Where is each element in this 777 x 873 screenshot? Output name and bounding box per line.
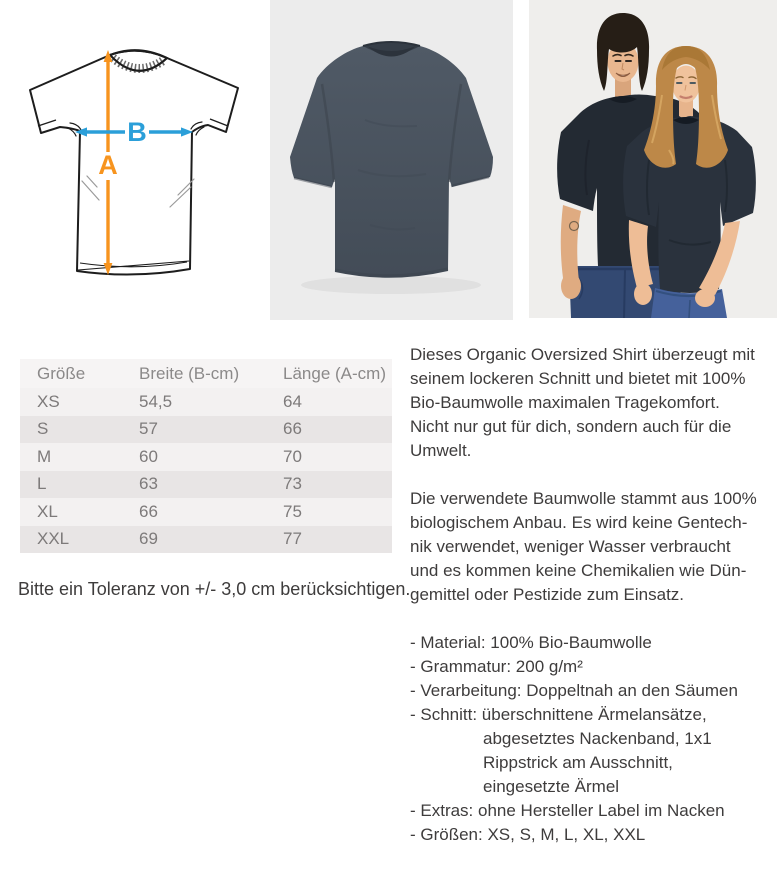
description-line: nik verwendet, weniger Wasser verbraucht: [410, 537, 731, 556]
col-header-size: Größe: [20, 359, 122, 388]
cell-size: XL: [20, 498, 122, 526]
detail-line: - Größen: XS, S, M, L, XL, XXL: [410, 825, 646, 844]
description-paragraph-2: [410, 487, 777, 607]
size-diagram-drawing: [20, 33, 242, 285]
cell-size: L: [20, 471, 122, 499]
description-line: und es kommen keine Chemikalien wie Dün-: [410, 561, 747, 580]
detail-line: eingesetzte Ärmel: [483, 777, 620, 796]
detail-line: - Material: 100% Bio-Baumwolle: [410, 633, 652, 652]
size-table-row: [20, 498, 392, 526]
flat-shirt-image: [270, 0, 513, 320]
cell-width: 60: [122, 443, 266, 471]
col-header-length: Länge (A-cm): [266, 359, 392, 388]
tshirt-outline: [30, 50, 238, 274]
detail-line: - Verarbeitung: Doppeltnah an den Säumen: [410, 681, 738, 700]
cell-width: 66: [122, 498, 266, 526]
cell-size: XS: [20, 388, 122, 416]
size-table-header-row: [20, 359, 392, 388]
size-table-row: [20, 526, 392, 554]
label-B: B: [127, 117, 147, 147]
description-line: gemittel oder Pestizide zum Einsatz.: [410, 585, 685, 604]
description-line: seinem lockeren Schnitt und bietet mit 100%: [410, 369, 746, 388]
description-paragraph-1: [410, 343, 777, 463]
detail-line: - Grammatur: 200 g/m²: [410, 657, 583, 676]
size-table-body: [20, 388, 392, 553]
product-details-list: [410, 631, 777, 847]
col-header-width: Breite (B-cm): [122, 359, 266, 388]
cell-width: 54,5: [122, 388, 266, 416]
description-line: Die verwendete Baumwolle stammt aus 100%: [410, 489, 757, 508]
cell-length: 77: [266, 526, 392, 554]
cell-length: 73: [266, 471, 392, 499]
size-diagram: [20, 33, 242, 285]
size-table: [20, 359, 392, 553]
label-A: A: [98, 150, 118, 180]
tolerance-note: Bitte ein Toleranz von +/- 3,0 cm berücksichtigen.: [18, 579, 411, 599]
flat-shirt-photo: [270, 0, 513, 320]
cell-size: XXL: [20, 526, 122, 554]
product-description: [410, 343, 777, 847]
size-table-row: [20, 443, 392, 471]
models-image: [529, 0, 777, 318]
detail-line: - Extras: ohne Hersteller Label im Nacken: [410, 801, 725, 820]
cell-width: 69: [122, 526, 266, 554]
size-table-row: [20, 416, 392, 444]
detail-line: abgesetztes Nackenband, 1x1: [483, 729, 712, 748]
description-line: Umwelt.: [410, 441, 472, 460]
detail-line: Rippstrick am Ausschnitt,: [483, 753, 673, 772]
cell-length: 70: [266, 443, 392, 471]
cell-size: M: [20, 443, 122, 471]
cell-size: S: [20, 416, 122, 444]
size-table-row: [20, 388, 392, 416]
cell-length: 66: [266, 416, 392, 444]
description-line: Nicht nur gut für dich, sondern auch für die: [410, 417, 732, 436]
models-photo: [529, 0, 777, 318]
size-table-row: [20, 471, 392, 499]
cell-width: 63: [122, 471, 266, 499]
cell-length: 75: [266, 498, 392, 526]
detail-line: - Schnitt: überschnittene Ärmelansätze,: [410, 705, 707, 724]
description-line: Bio-Baumwolle maximalen Tragekomfort.: [410, 393, 720, 412]
cell-width: 57: [122, 416, 266, 444]
description-line: Dieses Organic Oversized Shirt überzeugt mit: [410, 345, 755, 364]
cell-length: 64: [266, 388, 392, 416]
description-line: biologischem Anbau. Es wird keine Gentech-: [410, 513, 748, 532]
